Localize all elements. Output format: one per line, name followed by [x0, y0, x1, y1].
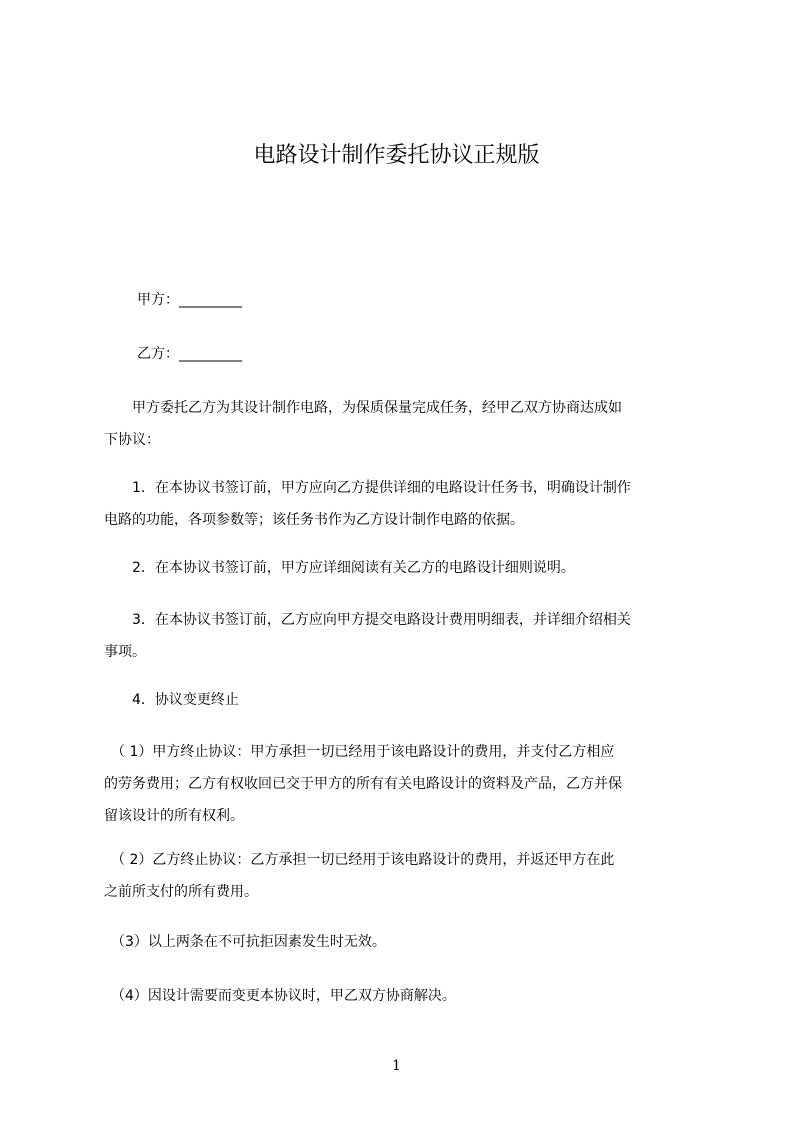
- intro-paragraph: [104, 392, 712, 456]
- sub-clause-4-line: （4）因设计需要而变更本协议时，甲乙双方协商解决。: [104, 988, 456, 1004]
- clause-2-line: 2．在本协议书签订前，甲方应详细阅读有关乙方的电路设计细则说明。: [104, 560, 575, 576]
- sub-clause-2-line: 之前所支付的所有费用。: [104, 884, 258, 900]
- sub-clause-2-paragraph: [104, 844, 712, 908]
- intro-line: 甲方委托乙方为其设计制作电路，为保质保量完成任务，经甲乙双方协商达成如: [104, 400, 622, 416]
- sub-clause-1-line: 的劳务费用；乙方有权收回已交于甲方的所有有关电路设计的资料及产品，乙方并保: [104, 776, 622, 792]
- clause-1-line: 电路的功能，各项参数等；该任务书作为乙方设计制作电路的依据。: [104, 512, 524, 528]
- clause-3-line: 3．在本协议书签订前，乙方应向甲方提交电路设计费用明细表，并详细介绍相关: [104, 612, 631, 628]
- clause-3-line: 事项。: [104, 644, 146, 660]
- party-b-line: [137, 338, 745, 370]
- clause-3-paragraph: [104, 604, 712, 668]
- sub-clause-2-line: （ 2）乙方终止协议：乙方承担一切已经用于该电路设计的费用，并返还甲方在此: [104, 852, 615, 868]
- party-a-line: [137, 284, 745, 316]
- sub-clause-4-paragraph: [104, 980, 712, 1012]
- party-a-label: 甲方：: [137, 292, 179, 308]
- sub-clause-3-paragraph: [104, 926, 712, 958]
- sub-clause-1-paragraph: [104, 736, 712, 832]
- document-title: 电路设计制作委托协议正规版: [253, 143, 540, 168]
- clause-1-paragraph: [104, 472, 712, 536]
- party-b-label: 乙方：: [137, 346, 179, 362]
- sub-clause-1-line: 留该设计的所有权利。: [104, 808, 244, 824]
- sub-clause-1-line: （ 1）甲方终止协议：甲方承担一切已经用于该电路设计的费用，并支付乙方相应: [104, 744, 615, 760]
- clause-4-heading: [104, 684, 712, 716]
- clause-2-paragraph: [104, 552, 712, 584]
- party-b-blank: _________: [179, 346, 242, 362]
- clause-4-line: 4．协议变更终止: [104, 692, 239, 708]
- page-number: 1: [392, 1058, 401, 1074]
- party-a-blank: _________: [179, 292, 242, 308]
- sub-clause-3-line: （3）以上两条在不可抗拒因素发生时无效。: [104, 934, 386, 950]
- clause-1-line: 1．在本协议书签订前，甲方应向乙方提供详细的电路设计任务书，明确设计制作: [104, 480, 631, 496]
- intro-line: 下协议：: [104, 432, 160, 448]
